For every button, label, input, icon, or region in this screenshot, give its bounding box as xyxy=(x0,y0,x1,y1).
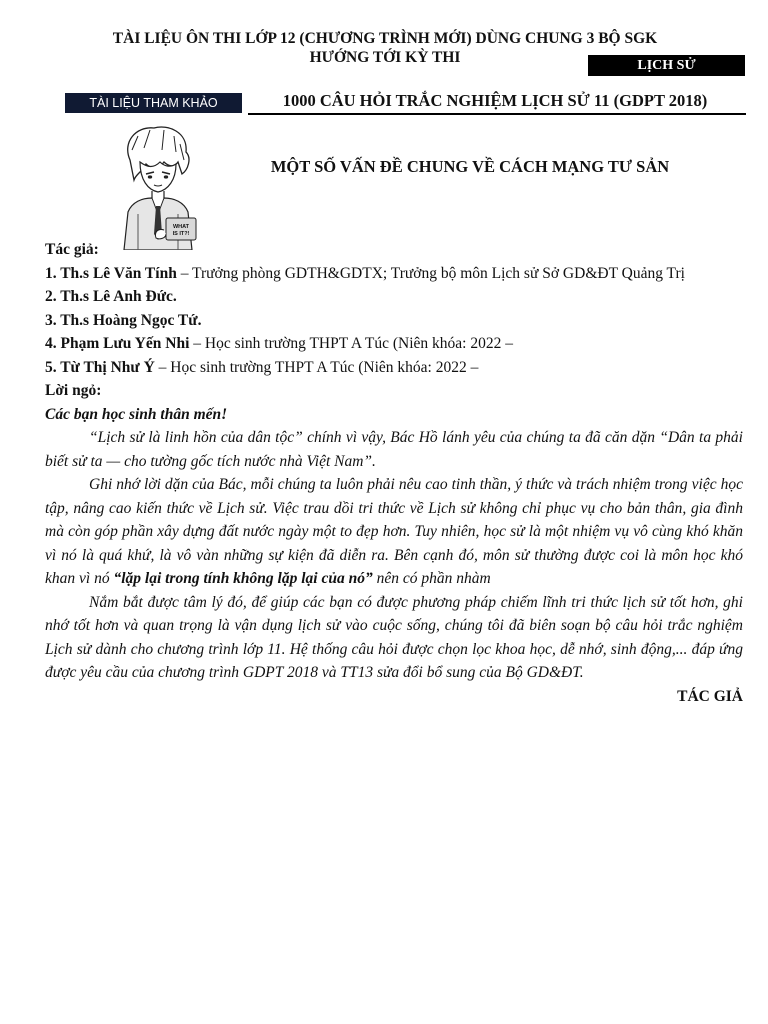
document-body xyxy=(45,238,743,708)
sign-text-line1: WHAT xyxy=(172,224,190,230)
anime-boy-illustration xyxy=(108,122,204,250)
book-title: 1000 CÂU HỎI TRẮC NGHIỆM LỊCH SỬ 11 (GDPT 2018) xyxy=(282,91,708,110)
subject-tag: LỊCH SỬ xyxy=(588,55,745,76)
header-divider xyxy=(248,113,746,115)
foreword-greeting: Các bạn học sinh thân mến! xyxy=(45,405,228,423)
author-name: 5. Từ Thị Như Ý xyxy=(45,358,155,376)
face-shape xyxy=(140,162,176,192)
author-name: 1. Th.s Lê Văn Tính xyxy=(45,264,177,282)
foreword-paragraph-3: Nắm bắt được tâm lý đó, để giúp các bạn có được phương pháp chiếm lĩnh tri thức lịch sử tốt hơn, ghi nhớ tốt hơn và quan trọng là vận dụng lịch sử vào cuộc sống, chúng tôi đã biên soạn bộ câu hỏi trắc nghiệm Lịch sử dành cho chương trình lớp 11. Hệ thống câu hỏi được chọn lọc khoa học, dễ nhớ, sinh động,... đáp ứng được yêu cầu của chương trình GDPT 2018 và TT13 sửa đổi bổ sung của Bộ GD&ĐT. xyxy=(45,593,743,681)
author-name: 3. Th.s Hoàng Ngọc Tứ. xyxy=(45,311,202,329)
author-role: – Trưởng phòng GDTH&GDTX; Trưởng bộ môn Lịch sử Sở GD&ĐT Quảng Trị xyxy=(176,264,685,282)
header-title-line2: HƯỚNG TỚI KỲ THI xyxy=(309,49,461,66)
paragraph-2-text: Ghi nhớ lời dặn của Bác, mỗi chúng ta luôn phải nêu cao tinh thần, ý thức và trách nhiệm trong việc học tập, nâng cao kiến thức về Lịch sử. Việc trau dồi tri thức về Lịch sử không chỉ phục vụ cho bản thân, gia đình mà còn góp phần xây dựng đất nước ngày một to đẹp hơn. Tuy nhiên, học sử là một nhiệm vụ vô cùng khó khăn vì nó là quá khứ, là vô vàn những sự kiện đã diễn ra. Bên cạnh đó, môn sử thường được coi là môn học khó khan vì nó xyxy=(45,476,743,587)
author-item-2 xyxy=(45,285,743,309)
author-signature: TÁC GIẢ xyxy=(677,687,743,705)
sign-text-line2: IS IT?! xyxy=(172,231,190,237)
reference-tag: TÀI LIỆU THAM KHẢO xyxy=(65,93,242,113)
section-title: MỘT SỐ VẤN ĐỀ CHUNG VỀ CÁCH MẠNG TƯ SẢN xyxy=(270,157,670,176)
header-title-line1: TÀI LIỆU ÔN THI LỚP 12 (CHƯƠNG TRÌNH MỚI) DÙNG CHUNG 3 BỘ SGK xyxy=(112,30,658,47)
author-item-5 xyxy=(45,356,743,380)
author-item-1 xyxy=(45,262,743,286)
authors-label: Tác giả: xyxy=(45,241,99,258)
author-item-4 xyxy=(45,332,743,356)
author-item-3 xyxy=(45,309,743,333)
foreword-label: Lời ngỏ: xyxy=(45,382,102,399)
paragraph-2-tail: nên có phần nhàm xyxy=(372,570,491,587)
author-role: – Học sinh trường THPT A Túc (Niên khóa: 2022 – xyxy=(189,335,513,352)
author-name: 4. Phạm Lưu Yến Nhi xyxy=(45,335,190,352)
author-role: – Học sinh trường THPT A Túc (Niên khóa: 2022 – xyxy=(154,358,479,376)
foreword-paragraph-2 xyxy=(45,473,743,591)
paragraph-2-quote: “lặp lại trong tính không lặp lại của nó” xyxy=(113,570,373,587)
foreword-paragraph-1: “Lịch sử là linh hồn của dân tộc” chính vì vậy, Bác Hồ lánh yêu của chúng ta đã căn dặn “Dân ta phải biết sử ta — cho tường gốc tích nước nhà Việt Nam”. xyxy=(45,429,743,470)
author-name: 2. Th.s Lê Anh Đức. xyxy=(45,288,177,305)
